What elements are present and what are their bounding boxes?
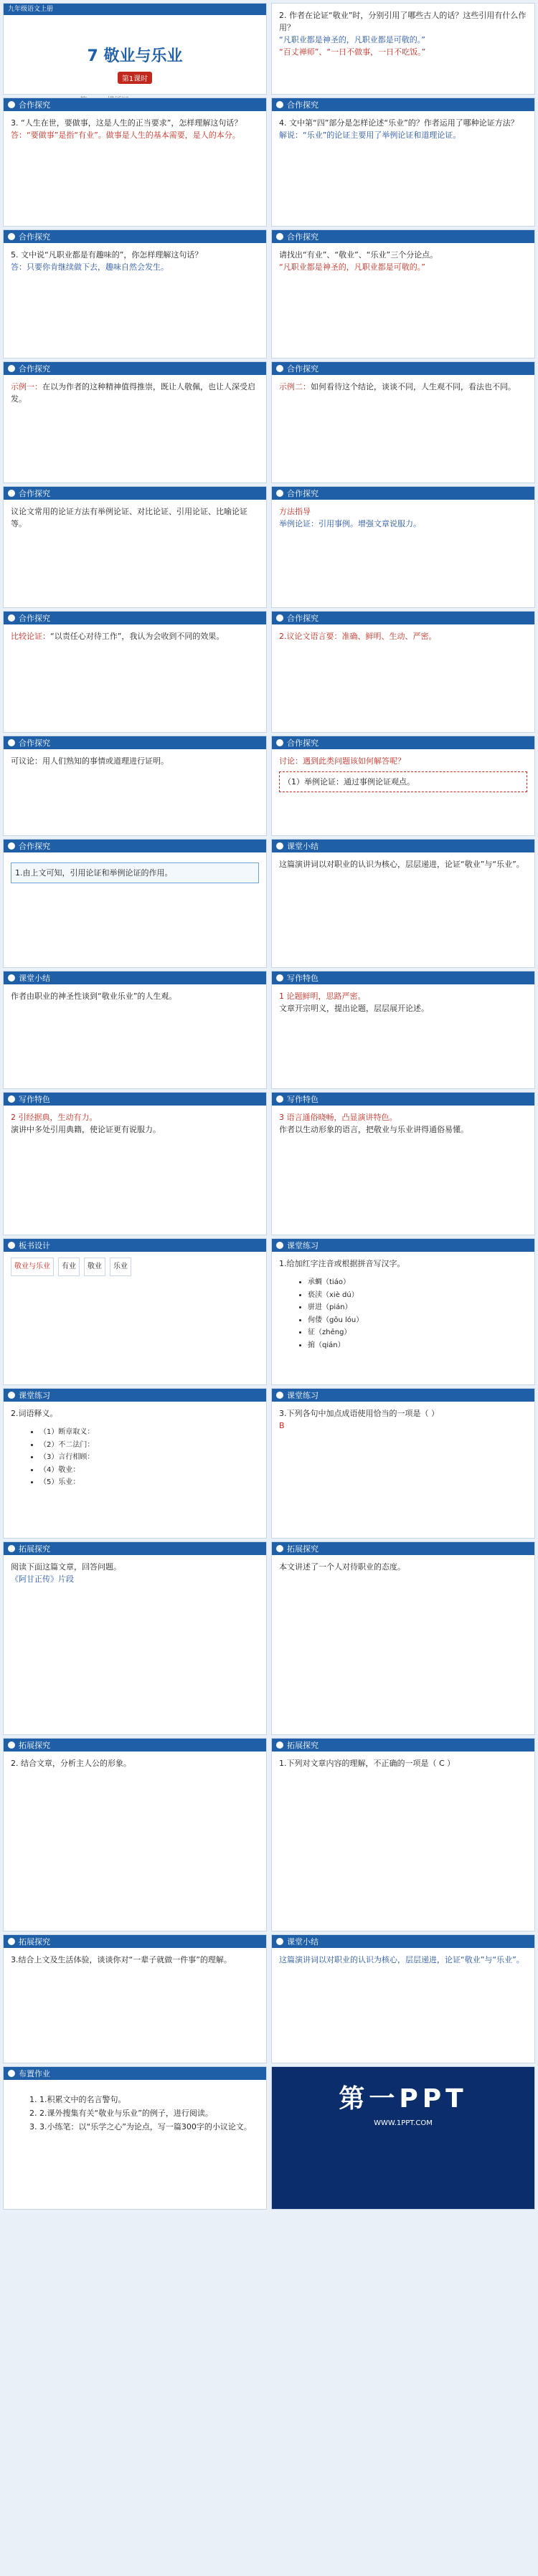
slide-21[interactable] <box>3 1238 267 1385</box>
slide-3[interactable] <box>3 98 267 227</box>
slide8-text: 如何看待这个结论，谈谈不同，人生观不同，看法也不同。 <box>311 382 516 391</box>
slide-24[interactable] <box>271 1388 535 1539</box>
badge-icon <box>276 1095 283 1103</box>
slide10-item: 举例论证：引用事例。增强文章说服力。 <box>279 519 421 529</box>
slide18-text: 文章开宗明义，提出论题，层层展开论述。 <box>279 1004 429 1014</box>
slide27-header: 拓展探究 <box>4 1739 266 1752</box>
homework-item: 2. 2.课外搜集有关“敬业与乐业”的例子，进行阅读。 <box>39 2107 259 2119</box>
slide22-question: 1.给加红字注音或根据拼音写汉字。 <box>279 1259 405 1268</box>
slide17-header: 课堂小结 <box>4 971 266 984</box>
slide21-header: 板书设计 <box>4 1239 266 1252</box>
slide22-header: 课堂练习 <box>272 1239 534 1252</box>
slide7-text: 在以为作者的这种精神值得推崇，既让人敬佩，也让人深受启发。 <box>11 382 255 404</box>
slide-32-ad[interactable] <box>271 2066 535 2210</box>
slide10-header: 合作探究 <box>272 487 534 500</box>
homework-list <box>11 2093 259 2133</box>
slide24-answer: B <box>279 1421 285 1431</box>
mindmap-node: 敬业 <box>84 1258 105 1276</box>
slide13-text: 可议论：用人们熟知的事情或道理进行证明。 <box>11 756 169 766</box>
badge-icon <box>8 974 15 982</box>
list-item: • （5）乐业： <box>39 1477 259 1488</box>
slide30-text: 这篇演讲词以对职业的认识为核心，层层递进，论证“敬业”与“乐业”。 <box>279 1955 524 1964</box>
badge-icon <box>8 233 15 240</box>
slide8-header: 合作探究 <box>272 362 534 375</box>
slide-23[interactable] <box>3 1388 267 1539</box>
slide-17[interactable] <box>3 971 267 1089</box>
slide-12[interactable] <box>271 611 535 733</box>
cover-strip: 九年级语文上册 <box>4 4 266 15</box>
badge-icon <box>276 614 283 622</box>
slide11-label: 比较论证： <box>11 632 50 641</box>
badge-icon <box>8 1095 15 1103</box>
slide15-header: 合作探究 <box>4 840 266 852</box>
badge-icon <box>276 974 283 982</box>
slide-14[interactable] <box>271 736 535 836</box>
slide25-header: 拓展探究 <box>4 1542 266 1555</box>
slide7-header: 合作探究 <box>4 362 266 375</box>
slide3-question: 3. “人生在世，要做事，这是人生的正当要求”，怎样理解这句话？ <box>11 118 242 128</box>
slide3-header: 合作探究 <box>4 98 266 111</box>
slide20-header: 写作特色 <box>272 1093 534 1106</box>
slide19-text: 演讲中多处引用典籍，使论证更有说服力。 <box>11 1125 161 1135</box>
slide-31[interactable] <box>3 2066 267 2210</box>
badge-icon <box>276 1242 283 1249</box>
slide20-point: 3 语言通俗晓畅，凸显演讲特色。 <box>279 1113 397 1122</box>
slide23-header: 课堂练习 <box>4 1389 266 1402</box>
slide-4[interactable] <box>271 98 535 227</box>
slide6-question: 请找出“有业”、“敬业”、“乐业”三个分论点。 <box>279 250 438 260</box>
slide28-header: 拓展探究 <box>272 1739 534 1752</box>
slide8-label: 示例二： <box>279 382 311 391</box>
slide-8[interactable] <box>271 361 535 483</box>
slide12-title: 2.议论文语言要：准确、鲜明、生动、严密。 <box>279 632 437 641</box>
badge-icon <box>276 101 283 108</box>
slide14-header: 合作探究 <box>272 736 534 749</box>
slide22-list <box>279 1277 527 1351</box>
homework-item: 3. 3.小练笔：以“乐学之心”为论点，写一篇300字的小议论文。 <box>39 2121 259 2133</box>
slide28-question: 1.下列对文章内容的理解，不正确的一项是（ C ） <box>279 1759 456 1768</box>
slide25-text: 阅读下面这篇文章，回答问题。 <box>11 1562 121 1572</box>
list-item: • （4）敬业： <box>39 1465 259 1476</box>
slide5-header: 合作探究 <box>4 230 266 243</box>
badge-icon <box>276 1545 283 1552</box>
slide11-text: “以责任心对待工作”，我认为会收到不同的效果。 <box>50 632 225 641</box>
slide-11[interactable] <box>3 611 267 733</box>
slide-6[interactable] <box>271 229 535 358</box>
badge-icon <box>276 1938 283 1945</box>
slide24-question: 3.下列各句中加点成语使用恰当的一项是（ ） <box>279 1409 439 1418</box>
slide11-header: 合作探究 <box>4 612 266 624</box>
badge-icon <box>8 842 15 850</box>
slide23-question: 2.词语释义。 <box>11 1409 58 1418</box>
badge-icon <box>8 1392 15 1399</box>
badge-icon <box>8 365 15 372</box>
slide-2[interactable] <box>271 3 535 95</box>
badge-icon <box>8 2070 15 2077</box>
list-item: • 骈进（pián） <box>308 1302 527 1313</box>
mindmap-center: 敬业与乐业 <box>11 1258 54 1276</box>
list-item: • （1）断章取义： <box>39 1427 259 1438</box>
ad-title: 第一PPT <box>339 2084 468 2114</box>
slide-26[interactable] <box>271 1541 535 1735</box>
badge-icon <box>276 1741 283 1749</box>
slide5-answer: 答：只要你肯继续做下去，趣味自然会发生。 <box>11 262 169 272</box>
slide-27[interactable] <box>3 1738 267 1931</box>
cover-title: 7 敬业与乐业 <box>87 47 183 65</box>
slide26-header: 拓展探究 <box>272 1542 534 1555</box>
slide-16[interactable] <box>271 839 535 968</box>
slide-7[interactable] <box>3 361 267 483</box>
badge-icon <box>276 1392 283 1399</box>
slide23-list <box>11 1427 259 1488</box>
badge-icon <box>8 614 15 622</box>
badge-icon <box>8 1938 15 1945</box>
badge-icon <box>8 739 15 746</box>
slide-18[interactable] <box>271 971 535 1089</box>
slide-20[interactable] <box>271 1092 535 1235</box>
slide19-header: 写作特色 <box>4 1093 266 1106</box>
slide10-title: 方法指导 <box>279 507 311 516</box>
slide5-question: 5. 文中说“凡职业都是有趣味的”，你怎样理解这句话？ <box>11 250 203 260</box>
slide27-question: 2. 结合文章，分析主人公的形象。 <box>11 1759 131 1768</box>
mindmap <box>11 1258 259 1276</box>
list-item: • 佝偻（gōu lóu） <box>308 1315 527 1326</box>
slide2-question: 2. 作者在论证“敬业”时，分别引用了哪些古人的话？这些引用有什么作用？ <box>279 11 527 33</box>
slide30-header: 课堂小结 <box>272 1935 534 1948</box>
badge-icon <box>8 1741 15 1749</box>
slide-29[interactable] <box>3 1934 267 2063</box>
list-item: • （2）不二法门： <box>39 1440 259 1451</box>
list-item: • 亵渎（xiè dú） <box>308 1290 527 1301</box>
slide12-header: 合作探究 <box>272 612 534 624</box>
slide-9[interactable] <box>3 486 267 608</box>
slide-15[interactable] <box>3 839 267 968</box>
slide4-question: 4. 文中第“四”部分是怎样论述“乐业”的？作者运用了哪种论证方法？ <box>279 118 519 128</box>
slide2-p1: “凡职业都是神圣的，凡职业都是可敬的。” <box>279 35 425 45</box>
mindmap-node: 有业 <box>58 1258 80 1276</box>
slide13-header: 合作探究 <box>4 736 266 749</box>
slide29-question: 3.结合上文及生活体验，谈谈你对“一辈子就做一件事”的理解。 <box>11 1955 232 1964</box>
list-item: • 掮（qián） <box>308 1340 527 1351</box>
badge-icon <box>8 490 15 497</box>
badge-icon <box>276 490 283 497</box>
slide-28[interactable] <box>271 1738 535 1931</box>
slide31-header: 布置作业 <box>4 2067 266 2080</box>
slide17-text: 作者由职业的神圣性谈到“敬业乐业”的人生观。 <box>11 992 177 1001</box>
slide20-text: 作者以生动形象的语言，把敬业与乐业讲得通俗易懂。 <box>279 1125 468 1135</box>
slide-19[interactable] <box>3 1092 267 1235</box>
ad-subtitle: WWW.1PPT.COM <box>374 2119 433 2127</box>
slide-25[interactable] <box>3 1541 267 1735</box>
slide3-answer: 答：“要做事”是指“有业”。做事是人生的基本需要，是人的本分。 <box>11 130 240 141</box>
slide26-text: 本文讲述了一个人对待职业的态度。 <box>279 1562 405 1572</box>
slide2-p2: “百丈禅师”、“一日不做事，一日不吃饭。” <box>279 47 426 57</box>
list-item: • 承蜩（tiáo） <box>308 1277 527 1288</box>
slide-22[interactable] <box>271 1238 535 1385</box>
badge-icon <box>276 365 283 372</box>
slide29-header: 拓展探究 <box>4 1935 266 1948</box>
mindmap-node: 乐业 <box>110 1258 131 1276</box>
slide18-point: 1 论题鲜明，思路严密。 <box>279 992 366 1001</box>
badge-icon <box>276 739 283 746</box>
slide24-header: 课堂练习 <box>272 1389 534 1402</box>
badge-icon <box>8 1545 15 1552</box>
slide-10[interactable] <box>271 486 535 608</box>
slide15-box: 1.由上文可知，引用论证和举例论证的作用。 <box>11 862 259 883</box>
list-item: • （3）言行相顾： <box>39 1452 259 1463</box>
badge-icon <box>8 1242 15 1249</box>
slide14-box: （1）举例论证：通过事例论证观点。 <box>279 771 527 792</box>
slide6-answer: “凡职业都是神圣的，凡职业都是可敬的。” <box>279 262 425 272</box>
slide-13[interactable] <box>3 736 267 836</box>
slide7-label: 示例一： <box>11 382 42 391</box>
badge-icon <box>276 233 283 240</box>
slide-5[interactable] <box>3 229 267 358</box>
cover-slide[interactable] <box>3 3 267 95</box>
slide4-header: 合作探究 <box>272 98 534 111</box>
slide9-text: 议论文常用的论证方法有举例论证、对比论证、引用论证、比喻论证等。 <box>11 507 247 529</box>
slide19-point: 2 引经据典，生动有力。 <box>11 1113 98 1122</box>
slide14-title: 讨论：遇到此类问题该如何解答呢？ <box>279 756 405 766</box>
slide6-header: 合作探究 <box>272 230 534 243</box>
slide25-story: 《阿甘正传》片段 <box>11 1574 74 1584</box>
slide16-text: 这篇演讲词以对职业的认识为核心，层层递进，论证“敬业”与“乐业”。 <box>279 860 524 869</box>
lesson-tag: 第1课时 <box>118 72 152 84</box>
slide9-header: 合作探究 <box>4 487 266 500</box>
homework-item: 1. 1.积累文中的名言警句。 <box>39 2093 259 2106</box>
badge-icon <box>276 842 283 850</box>
slide18-header: 写作特色 <box>272 971 534 984</box>
slide16-header: 课堂小结 <box>272 840 534 852</box>
slide-30[interactable] <box>271 1934 535 2063</box>
slide4-answer: 解说：“乐业”的论证主要用了举例论证和道理论证。 <box>279 130 461 141</box>
list-item: • 征（zhēng） <box>308 1327 527 1339</box>
badge-icon <box>8 101 15 108</box>
